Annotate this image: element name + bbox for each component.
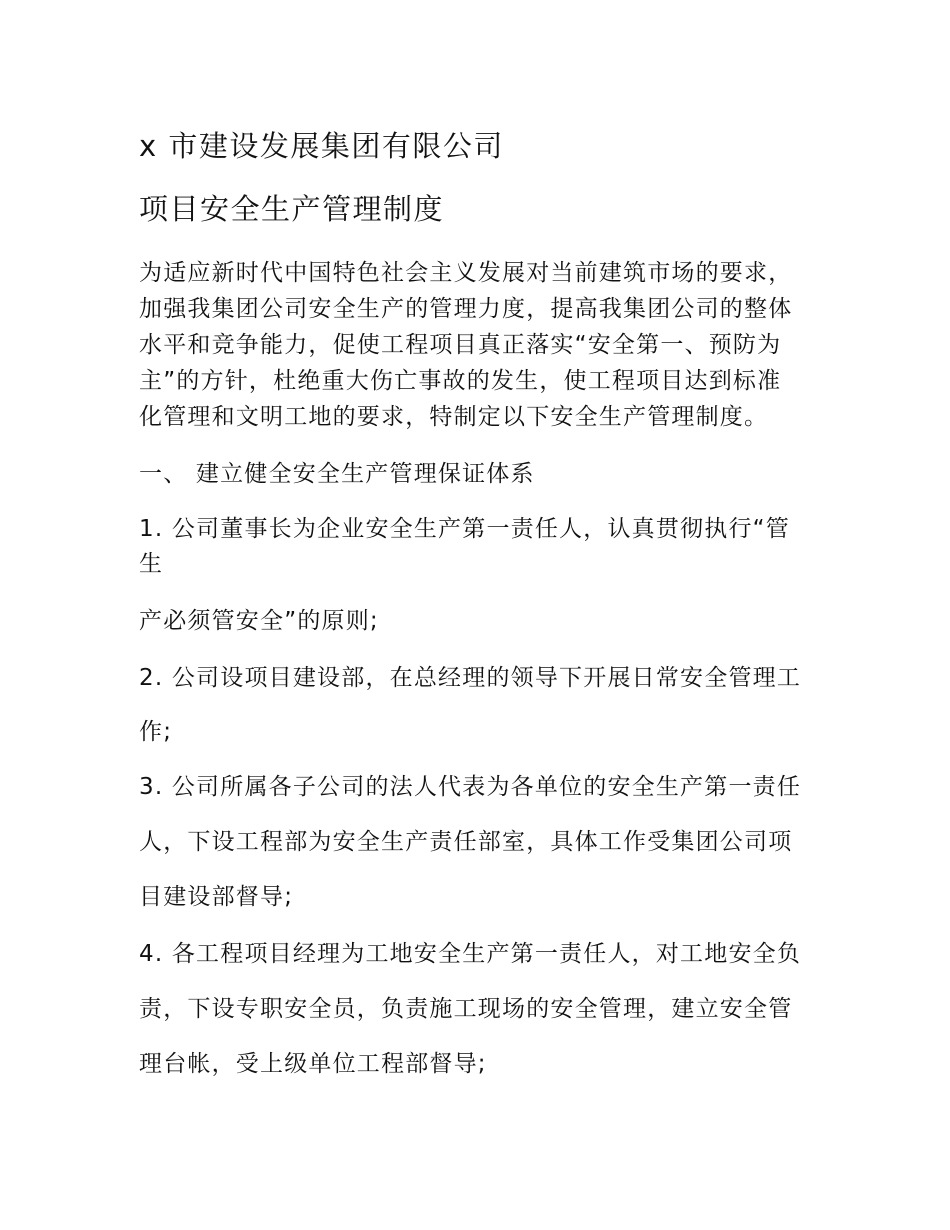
intro-line: 水平和竞争能力，促使工程项目真正落实“安全第一、预防为: [139, 332, 782, 358]
item-1-line: 1. 公司董事长为企业安全生产第一责任人，认真贯彻执行“管: [139, 516, 790, 542]
item-1-line: 生: [139, 551, 164, 577]
section-heading: 一、 建立健全安全生产管理保证体系: [139, 461, 535, 487]
item-4-line: 4. 各工程项目经理为工地安全生产第一责任人，对工地安全负: [139, 941, 802, 967]
item-3-line: 3. 公司所属各子公司的法人代表为各单位的安全生产第一责任: [139, 774, 802, 800]
item-2-line: 2. 公司设项目建设部，在总经理的领导下开展日常安全管理工: [139, 665, 802, 691]
document-title: 项目安全生产管理制度: [139, 192, 445, 226]
item-3-line: 目建设部督导;: [139, 884, 294, 910]
company-title: x 市建设发展集团有限公司: [139, 129, 504, 163]
intro-line: 主”的方针，杜绝重大伤亡事故的发生，使工程项目达到标准: [139, 368, 782, 394]
intro-line: 加强我集团公司安全生产的管理力度，提高我集团公司的整体: [139, 296, 793, 322]
intro-line: 为适应新时代中国特色社会主义发展对当前建筑市场的要求，: [139, 260, 793, 286]
intro-line: 化管理和文明工地的要求，特制定以下安全生产管理制度。: [139, 404, 769, 430]
item-1-line: 产必须管安全”的原则;: [139, 608, 379, 634]
item-4-line: 责，下设专职安全员，负责施工现场的安全管理，建立安全管: [139, 996, 793, 1022]
item-3-line: 人，下设工程部为安全生产责任部室，具体工作受集团公司项: [139, 829, 793, 855]
item-4-line: 理台帐，受上级单位工程部督导;: [139, 1051, 487, 1077]
item-2-line: 作;: [139, 719, 173, 745]
